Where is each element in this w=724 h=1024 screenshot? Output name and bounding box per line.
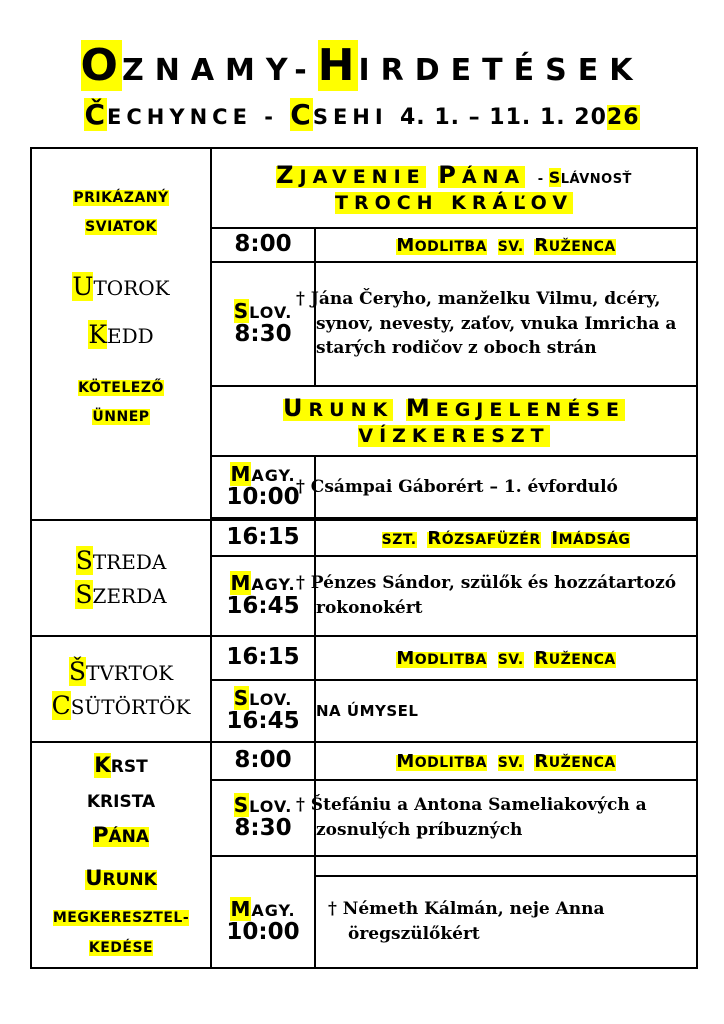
- day-name-hu-initial: K: [88, 320, 107, 349]
- feast-hu-line2: VÍZKERESZT: [358, 425, 550, 448]
- language-label-initial: M: [230, 462, 252, 487]
- date-range: [400, 105, 640, 130]
- language-label-initial: S: [233, 793, 250, 818]
- day-name-hu-3: [32, 940, 210, 957]
- prayer-word3-initial: R: [534, 234, 549, 256]
- language-label-rest: AGY.: [251, 466, 296, 486]
- table-row: [31, 742, 697, 780]
- day-name-hu-2: [32, 910, 210, 927]
- label-obligatory-sk-2: SVIATOK: [85, 219, 157, 236]
- feast-hu-word1-rest: RUNK: [308, 398, 394, 421]
- prayer-cell: [315, 636, 697, 680]
- feast-sk-solemnity-rest: LÁVNOSŤ: [560, 171, 632, 187]
- day-name-sk-rest: TREDA: [92, 550, 167, 574]
- prayer-cell: [315, 742, 697, 780]
- time-value: 8:00: [234, 747, 292, 774]
- language-label-rest: AGY.: [251, 575, 296, 595]
- subtitle-initial-c2: C: [290, 98, 313, 131]
- prayer-word3: [534, 234, 616, 256]
- day-name-hu: [32, 580, 210, 610]
- day-name-sk-initial: Š: [68, 657, 86, 686]
- day-name-sk: [32, 657, 210, 687]
- time-value: 8:00: [234, 231, 292, 258]
- prayer-word3: [551, 527, 631, 549]
- table-row: [31, 520, 697, 556]
- day-name-hu-rest: ZERDA: [92, 584, 167, 608]
- prayer-word1-initial: M: [396, 647, 415, 669]
- feast-sk-word2-rest: ÁNA: [461, 165, 526, 188]
- label-obligatory-hu: [32, 380, 210, 397]
- subtitle-cechynce: ECHYNCE -: [107, 105, 291, 129]
- prayer-word1: [396, 234, 487, 256]
- day-name-hu-rest: SÜTÖRTÖK: [70, 695, 191, 719]
- day-name-sk: [32, 546, 210, 576]
- feast-sk-line2: TROCH KRÁĽOV: [334, 192, 574, 215]
- prayer-word2: SV.: [497, 754, 524, 771]
- day-name-hu-1-rest: RUNK: [102, 870, 157, 891]
- day-name-hu: [32, 691, 210, 721]
- label-obligatory-sk-line2: [32, 219, 210, 236]
- prayer-word3-initial: R: [534, 647, 549, 669]
- label-obligatory-hu-line2: [32, 409, 210, 426]
- prayer-word1-rest: ODLITBA: [414, 651, 487, 668]
- feast-sk-solemnity-initial: S: [548, 167, 561, 187]
- prayer-word1-initial: M: [396, 750, 415, 772]
- feast-hu-word2: [405, 393, 625, 422]
- day-name-sk-initial: S: [75, 546, 93, 575]
- language-label-initial: S: [233, 686, 250, 711]
- prayer-word2-rest: ÓZSAFÜZÉR: [441, 531, 541, 548]
- day-cell-tuesday: [31, 148, 211, 520]
- feast-sk-word1: [276, 160, 426, 189]
- day-name-sk-3-rest: ÁNA: [108, 826, 150, 847]
- day-name-hu-3-text: KEDÉSE: [88, 940, 154, 957]
- title-oznamy: ZNAMY-: [121, 53, 318, 88]
- prayer-word3-rest: UŽENCA: [548, 238, 616, 255]
- table-row: [31, 148, 697, 228]
- day-cell-thursday: [31, 636, 211, 742]
- language-label-rest: LOV.: [249, 690, 293, 710]
- prayer-word2-initial: R: [427, 527, 442, 549]
- prayer-cell: [315, 228, 697, 262]
- page-title: [0, 40, 724, 91]
- feast-sk-word1-initial: Z: [276, 160, 300, 189]
- time-value: 10:00: [226, 484, 300, 511]
- language-label-initial: S: [233, 299, 250, 324]
- title-initial-h: H: [317, 40, 359, 91]
- title-initial-o: O: [80, 40, 122, 91]
- time-cell: [211, 876, 315, 968]
- prayer-word3-rest: UŽENCA: [548, 754, 616, 771]
- language-label-initial: M: [230, 896, 252, 921]
- day-name-sk-2: KRISTA: [86, 792, 156, 813]
- time-cell: [211, 780, 315, 856]
- day-cell-sunday: [31, 742, 211, 968]
- day-name-sk-1-rest: RST: [110, 756, 148, 777]
- feast-sk-word1-rest: JAVENIE: [299, 165, 426, 188]
- day-name-hu-1-initial: U: [85, 866, 103, 892]
- prayer-word1: [396, 750, 487, 772]
- time-value: 16:15: [226, 524, 300, 551]
- empty-intention-cell: [315, 856, 697, 876]
- prayer-word2: SV.: [497, 238, 524, 255]
- mass-intention: NA ÚMYSEL: [315, 680, 697, 742]
- prayer-word3-rest: UŽENCA: [548, 651, 616, 668]
- time-value: 8:30: [234, 321, 292, 348]
- feast-hu-word2-initial: M: [405, 393, 436, 422]
- time-cell: [211, 520, 315, 556]
- time-value: 10:00: [226, 918, 300, 945]
- mass-intention: † Štefániu a Antona Sameliakových a zosnulých príbuzných: [315, 780, 697, 856]
- feast-hu-word2-rest: EGJELENÉSE: [435, 398, 625, 421]
- feast-sk-solemnity: [537, 167, 632, 187]
- day-name-sk-3: [32, 823, 210, 849]
- mass-intention: † Jána Čeryho, manželku Vilmu, dcéry, synov, nevesty, zaťov, vnuka Imricha a starých rodičov z oboch strán: [315, 262, 697, 386]
- day-cell-wednesday: [31, 520, 211, 636]
- language-label: [212, 898, 314, 920]
- day-name-sk-1: [32, 753, 210, 779]
- language-label-rest: AGY.: [251, 900, 296, 920]
- language-label-rest: LOV.: [249, 303, 293, 323]
- feast-hu-word1: [283, 393, 394, 422]
- feast-hu-word1-initial: U: [283, 393, 309, 422]
- day-name-sk-rest: TVRTOK: [85, 661, 174, 685]
- label-obligatory-hu-2: ÜNNEP: [92, 408, 150, 425]
- prayer-word3: [534, 647, 616, 669]
- prayer-word2: SV.: [497, 651, 524, 668]
- language-label-initial: M: [230, 571, 252, 596]
- prayer-word1: SZT.: [381, 531, 417, 548]
- day-name-hu-rest: EDD: [107, 324, 154, 348]
- table-row: [31, 636, 697, 680]
- date-range-main: 4. 1. – 11. 1. 20: [400, 105, 607, 130]
- prayer-word1-rest: ODLITBA: [414, 754, 487, 771]
- mass-intention: † Németh Kálmán, neje Anna öregszülőkért: [315, 876, 697, 968]
- title-hirdetesek: IRDETÉSEK: [358, 53, 644, 88]
- day-name-sk-3-initial: P: [92, 822, 109, 848]
- time-value: 16:45: [226, 593, 300, 620]
- mass-intention: † Csámpai Gáborért – 1. évforduló: [315, 456, 697, 518]
- empty-time-cell: [211, 856, 315, 876]
- time-value: 8:30: [234, 815, 292, 842]
- feast-title-sk: [211, 148, 697, 228]
- subtitle-csehi: SEHI: [312, 105, 400, 129]
- day-name-hu-1-highlight: [85, 866, 157, 892]
- language-label: [212, 687, 314, 709]
- language-label-rest: LOV.: [249, 797, 293, 817]
- day-name-sk: [32, 272, 210, 302]
- time-cell: [211, 680, 315, 742]
- time-value: 16:45: [226, 708, 300, 735]
- time-cell: [211, 742, 315, 780]
- time-cell: [211, 228, 315, 262]
- prayer-cell: [315, 520, 697, 556]
- day-name-hu-1: [32, 866, 210, 892]
- time-cell: [211, 636, 315, 680]
- subtitle-initial-c1: Č: [84, 98, 108, 131]
- label-obligatory-sk-1: PRIKÁZANÝ: [73, 190, 169, 207]
- prayer-word1-initial: M: [396, 234, 415, 256]
- feast-sk-word2-initial: P: [438, 160, 462, 189]
- feast-sk-dash: -: [537, 171, 549, 187]
- prayer-word3: [534, 750, 616, 772]
- day-name-sk-1-initial: K: [94, 752, 111, 778]
- day-name-sk-3-highlight: [92, 822, 150, 848]
- mass-intention: † Pénzes Sándor, szülők és hozzátartozó rokonokért: [315, 556, 697, 636]
- day-name-hu: [32, 320, 210, 350]
- time-cell: [211, 262, 315, 386]
- day-name-sk-rest: TOROK: [93, 276, 170, 300]
- day-name-sk-initial: U: [72, 272, 94, 301]
- prayer-word3-initial: R: [534, 750, 549, 772]
- prayer-word1-rest: ODLITBA: [414, 238, 487, 255]
- time-value: 16:15: [226, 644, 300, 671]
- schedule-table: [30, 147, 698, 969]
- date-range-year-suffix: 26: [606, 105, 640, 130]
- prayer-word2: [427, 527, 541, 549]
- feast-title-hu: [211, 386, 697, 456]
- prayer-word1: [396, 647, 487, 669]
- time-cell: [211, 556, 315, 636]
- day-name-hu-initial: C: [51, 691, 71, 720]
- prayer-word3-initial: I: [551, 527, 559, 549]
- prayer-word3-rest: MÁDSÁG: [558, 531, 631, 548]
- label-obligatory-hu-1: KÖTELEZŐ: [78, 380, 164, 396]
- feast-sk-word2: [438, 160, 526, 189]
- label-obligatory-sk: [32, 190, 210, 207]
- day-name-hu-2-text: MEGKERESZTEL-: [52, 909, 190, 926]
- page-subtitle: [0, 98, 724, 131]
- day-name-hu-initial: S: [75, 580, 93, 609]
